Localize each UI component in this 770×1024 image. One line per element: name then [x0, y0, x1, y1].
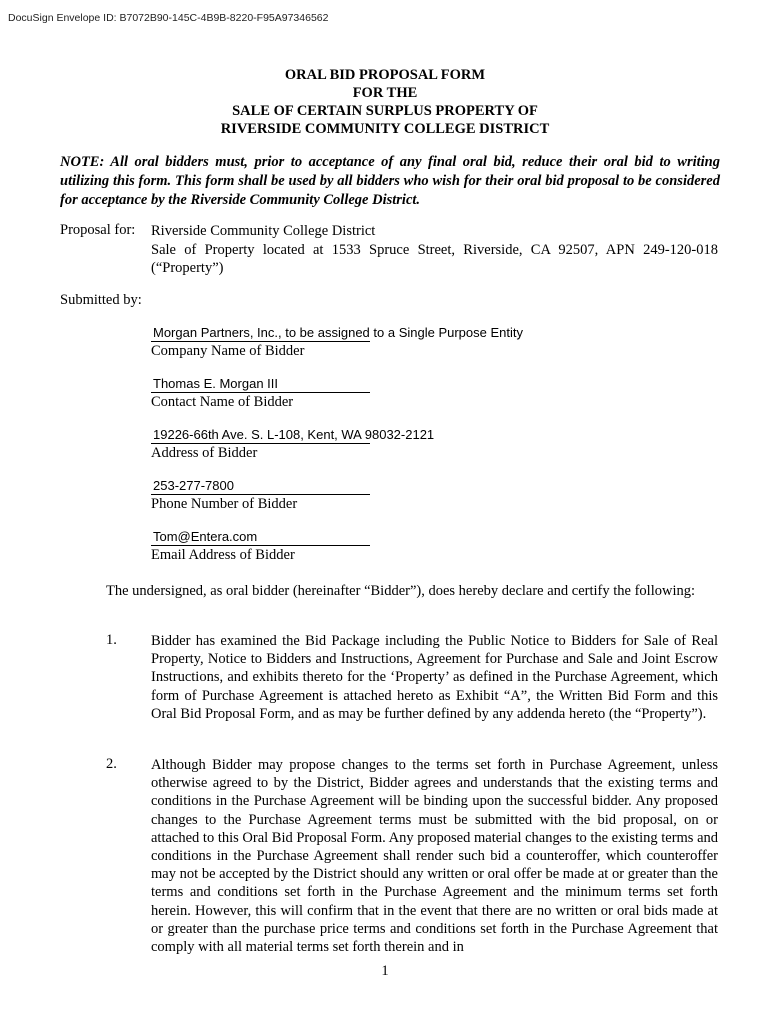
submitted-by-label: Submitted by:	[60, 292, 142, 308]
form-title	[0, 66, 770, 138]
item-number: 1.	[106, 632, 117, 648]
title-line-4: RIVERSIDE COMMUNITY COLLEGE DISTRICT	[220, 121, 550, 137]
address-caption: Address of Bidder	[151, 445, 258, 461]
company-name-caption: Company Name of Bidder	[151, 343, 305, 359]
item-text: Although Bidder may propose changes to the terms set forth in Purchase Agreement, unless otherwise agreed to by the District, Bidder agrees and understands that the existing terms and conditions in the Purchase Agreement will be binding upon the successful bidder. Any proposed changes to the Purchase Agreement terms must be submitted with the bid proposal, on or attached to this Oral Bid Proposal Form. Any proposed material changes to the existing terms and conditions in the Purchase Agreement shall render such bid a counteroffer, which counteroffer may not be accepted by the District should any written or oral offer be made at or greater than the terms and conditions set forth in the Purchase Agreement and the minimum terms set forth herein. However, this will confirm that in the event that there are no written or oral bids made at or greater than the purchase price terms and conditions set forth in the Purchase Agreement that comply with all material terms set forth therein and in	[151, 757, 719, 956]
phone-field[interactable]	[151, 477, 370, 513]
contact-name-field[interactable]	[151, 375, 370, 411]
note-paragraph: NOTE: All oral bidders must, prior to acceptance of any final oral bid, reduce their oral bid to writing utilizing this form. This form shall be used by all bidders who wish for their oral bid proposal to be considered for acceptance by the Riverside Community College District.	[60, 154, 720, 208]
proposal-line-3: (“Property”)	[151, 260, 224, 276]
email-field[interactable]	[151, 528, 370, 564]
proposal-line-1: Riverside Community College District	[151, 223, 376, 239]
item-number: 2.	[106, 756, 117, 772]
email-value[interactable]: Tom@Entera.com	[153, 529, 258, 544]
title-line-2: FOR THE	[352, 85, 418, 101]
phone-caption: Phone Number of Bidder	[151, 496, 298, 512]
company-name-field[interactable]	[151, 324, 523, 360]
contact-name-caption: Contact Name of Bidder	[151, 394, 294, 410]
title-line-1: ORAL BID PROPOSAL FORM	[284, 67, 486, 83]
docusign-envelope-id: DocuSign Envelope ID: B7072B90-145C-4B9B-8220-F95A97346562	[8, 12, 329, 24]
proposal-line-2: Sale of Property located at 1533 Spruce Street, Riverside, CA 92507, APN 249-120-018	[151, 241, 718, 258]
title-line-3: SALE OF CERTAIN SURPLUS PROPERTY OF	[232, 103, 538, 119]
company-name-value[interactable]: Morgan Partners, Inc., to be assigned to a Single Purpose Entity	[153, 325, 523, 340]
email-caption: Email Address of Bidder	[151, 547, 295, 563]
address-field[interactable]	[151, 426, 434, 462]
address-value[interactable]: 19226-66th Ave. S. L-108, Kent, WA 98032-2121	[153, 427, 435, 442]
proposal-for-details	[151, 222, 718, 278]
phone-value[interactable]: 253-277-7800	[153, 478, 234, 493]
proposal-for-label: Proposal for:	[60, 222, 136, 238]
contact-name-value[interactable]: Thomas E. Morgan III	[153, 376, 278, 391]
page-number: 1	[381, 963, 389, 979]
item-text: Bidder has examined the Bid Package including the Public Notice to Bidders for Sale of Real Property, Notice to Bidders and Instructions, Agreement for Purchase and Sale and Joint Escrow Instructions, and exhibits thereto for the ‘Property’ as defined in the Purchase Agreement, which form of Purchase Agreement is attached hereto as Exhibit “A”, the Written Bid Form and this Oral Bid Proposal Form, and as may be further defined by any addenda hereto (the “Property”).	[151, 633, 718, 722]
intro-paragraph: The undersigned, as oral bidder (hereinafter “Bidder”), does hereby declare and certify the following:	[106, 583, 696, 599]
